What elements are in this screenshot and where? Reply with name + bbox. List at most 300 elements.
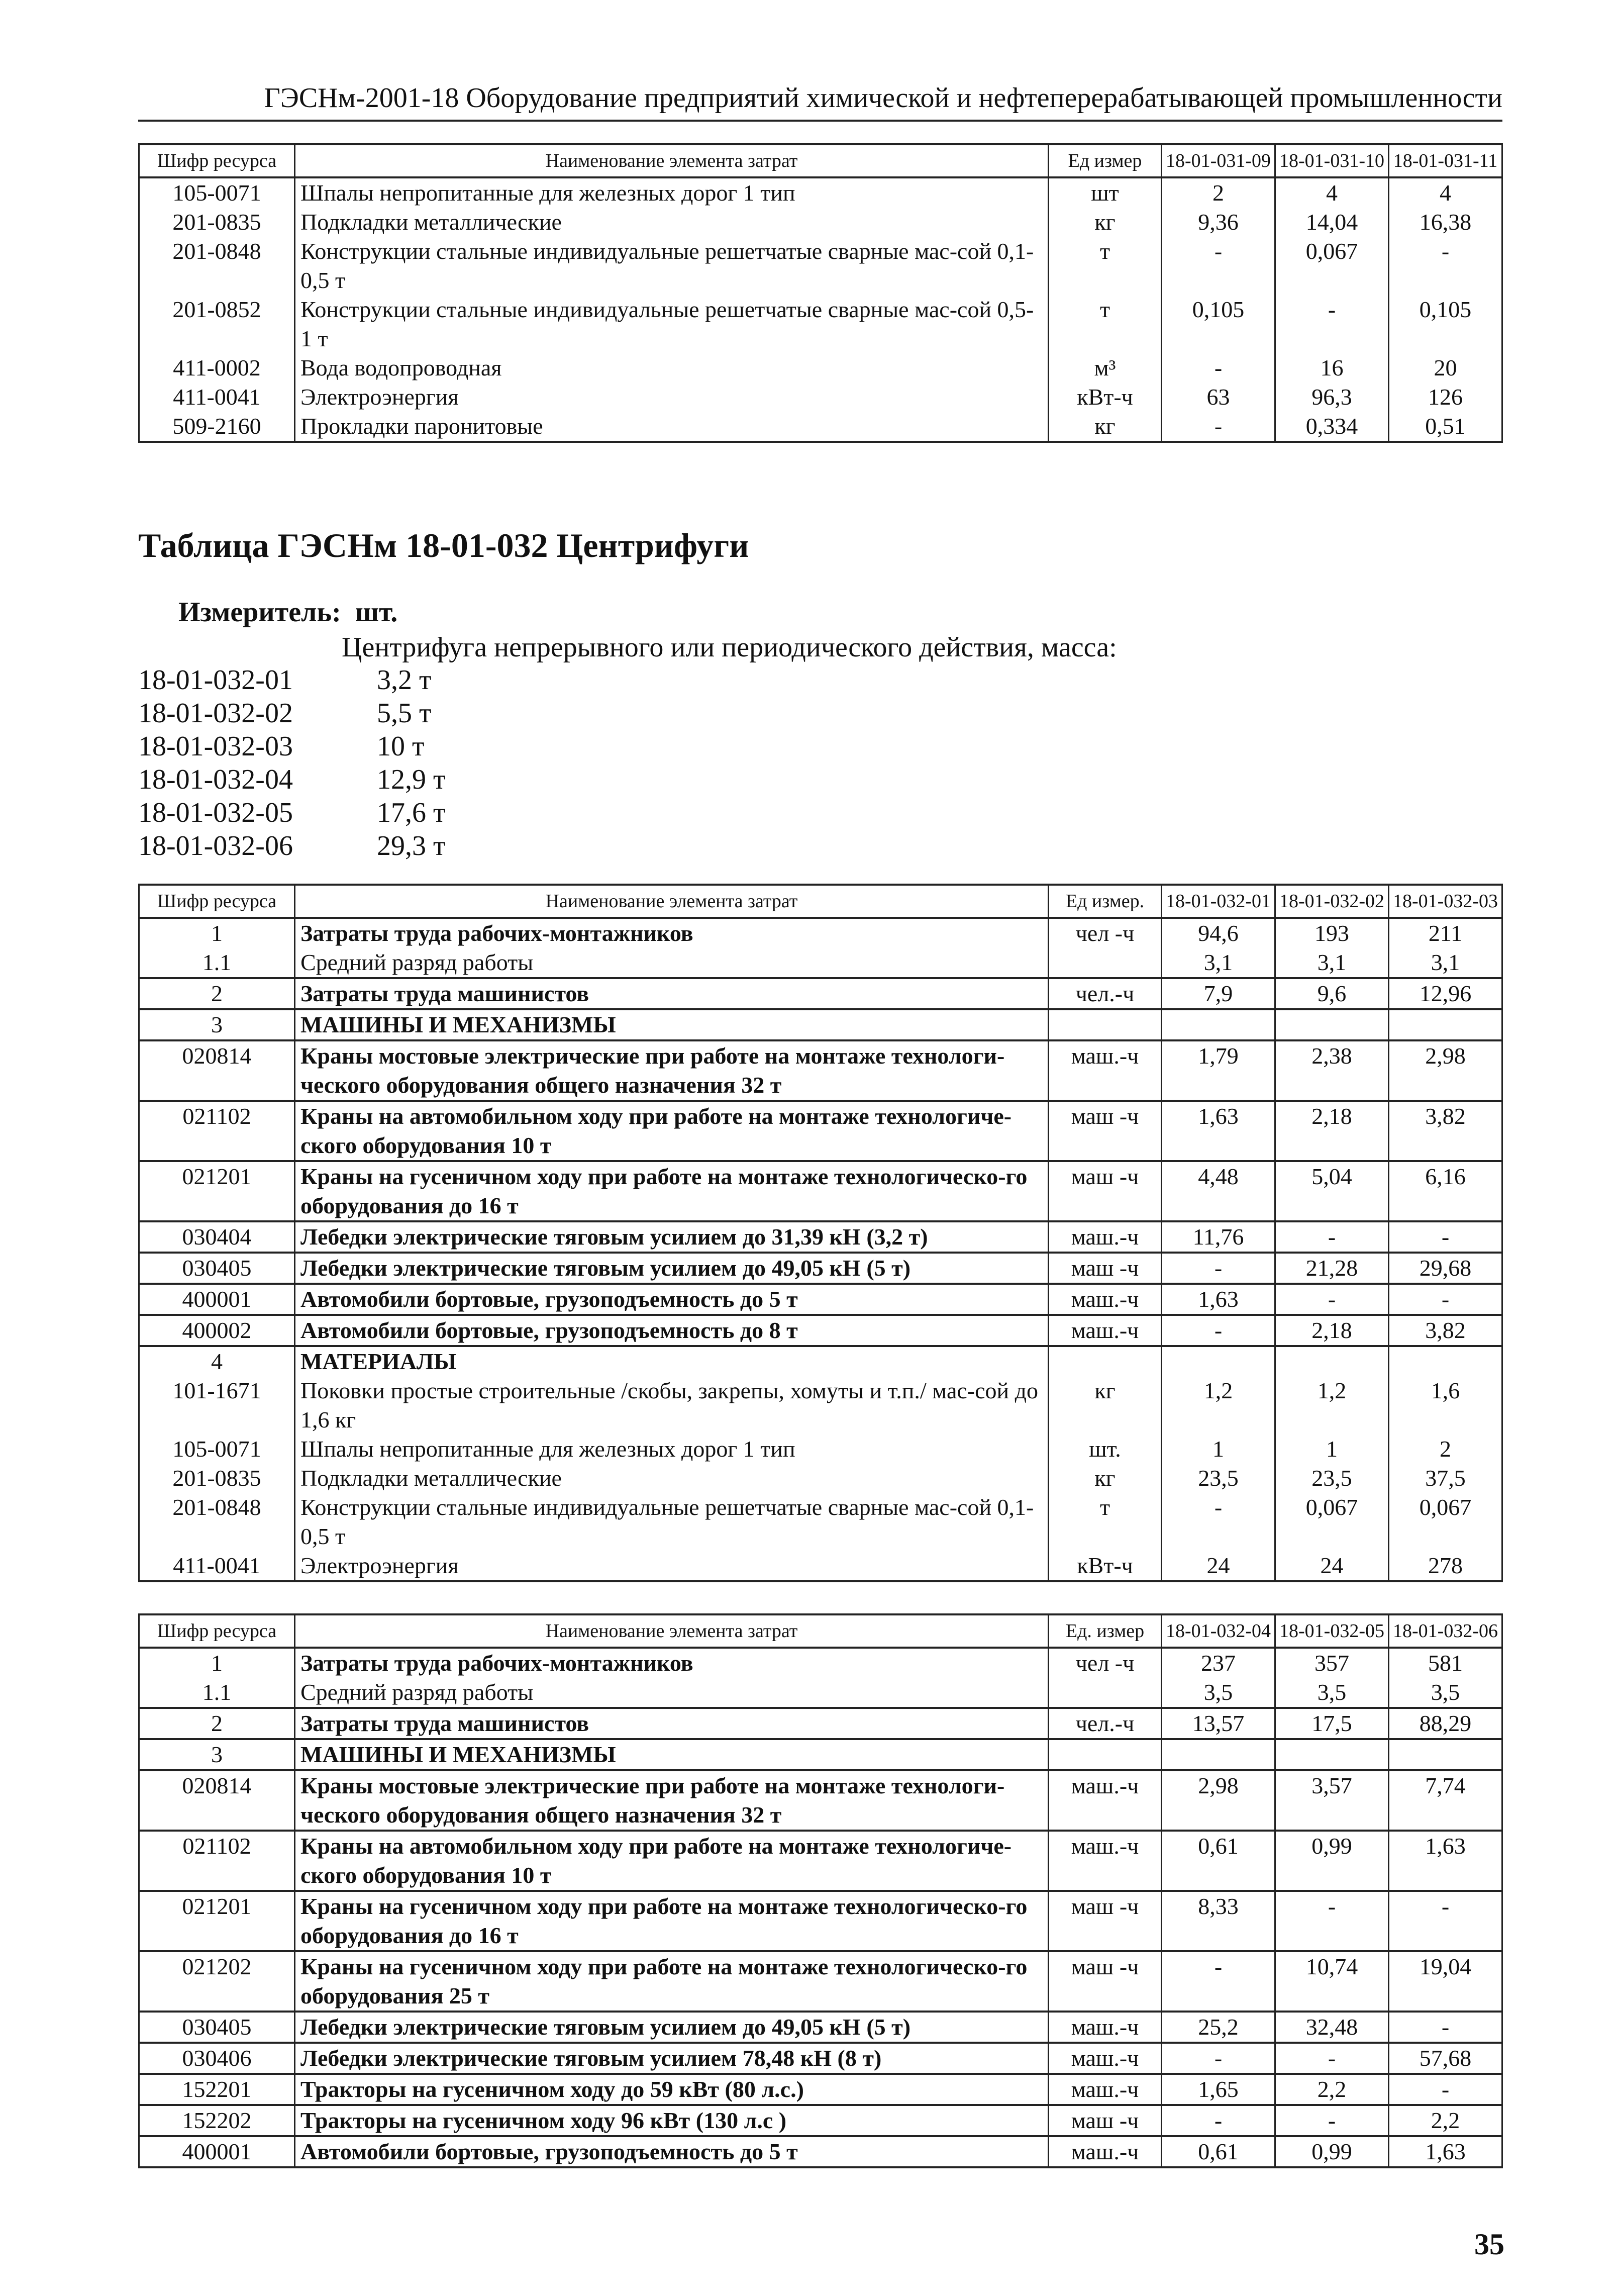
resource-value: 13,57 [1162,1708,1275,1739]
header-name: Наименование элемента затрат [295,1614,1049,1648]
resource-value: - [1162,353,1275,382]
header-code: Шифр ресурса [139,1614,295,1648]
resource-name: Конструкции стальные индивидуальные решетчатые сварные мас-сой 0,5-1 т [295,295,1049,353]
resource-name: Затраты труда машинистов [295,978,1049,1009]
resource-value: - [1162,2043,1275,2074]
resource-value: 23,5 [1162,1464,1275,1493]
meter-label: Измеритель: [178,597,341,628]
resource-value: 8,33 [1162,1891,1275,1951]
resource-code: 105-0071 [139,1434,295,1464]
resource-value: - [1275,1891,1389,1951]
table-row [139,1376,1502,1434]
resource-code: 201-0848 [139,237,295,295]
variant-code: 18-01-032-05 [138,797,293,828]
variant-mass: 3,2 т [377,664,432,696]
resource-name: Средний разряд работы [295,948,1049,978]
resource-name: МАТЕРИАЛЫ [295,1346,1049,1376]
table-row [139,1221,1502,1253]
resource-value: - [1162,1315,1275,1346]
resource-value [1389,1739,1502,1770]
resource-value: 0,334 [1275,412,1389,442]
resource-value: 2,2 [1275,2074,1389,2105]
resource-value: 0,067 [1389,1493,1502,1551]
resource-value: 4 [1275,177,1389,208]
resource-unit: м³ [1049,353,1162,382]
header-name: Наименование элемента затрат [295,144,1049,177]
table-row [139,1891,1502,1951]
resource-value: 9,6 [1275,978,1389,1009]
resource-name: Автомобили бортовые, грузоподъемность до 8 т [295,1315,1049,1346]
resource-value: 278 [1389,1551,1502,1581]
resource-unit: чел -ч [1049,918,1162,948]
resource-value: - [1275,1221,1389,1253]
resource-name: Краны на гусеничном ходу при работе на монтаже технологическо-го оборудования до 16 т [295,1161,1049,1221]
header-variant: 18-01-031-10 [1275,144,1389,177]
resource-value: 19,04 [1389,1951,1502,2012]
resource-code: 030404 [139,1221,295,1253]
resource-name: Поковки простые строительные /скобы, закрепы, хомуты и т.п./ мас-сой до 1,6 кг [295,1376,1049,1434]
resource-code: 020814 [139,1040,295,1101]
resource-code: 509-2160 [139,412,295,442]
table-row [139,1739,1502,1770]
resource-unit [1049,1346,1162,1376]
table-row [139,208,1502,237]
table-row [139,1346,1502,1376]
resource-unit: т [1049,295,1162,353]
variant-code: 18-01-032-06 [138,830,293,862]
table-body [139,1648,1502,2167]
resource-value: 0,61 [1162,1831,1275,1891]
table-row [139,382,1502,412]
table-row [139,1040,1502,1101]
resource-code: 021102 [139,1831,295,1891]
resource-unit: кВт-ч [1049,1551,1162,1581]
resource-value [1162,1346,1275,1376]
resource-value: 4 [1389,177,1502,208]
resource-code: 030405 [139,2012,295,2043]
table-row [139,1831,1502,1891]
resource-value: 1,6 [1389,1376,1502,1434]
header-variant: 18-01-031-11 [1389,144,1502,177]
resource-value: 7,74 [1389,1770,1502,1831]
resource-code: 030405 [139,1253,295,1284]
resource-value: 17,5 [1275,1708,1389,1739]
resource-unit: т [1049,237,1162,295]
resource-value: 3,1 [1275,948,1389,978]
resource-value: 126 [1389,382,1502,412]
resource-value [1162,1739,1275,1770]
resource-name: Краны на гусеничном ходу при работе на монтаже технологическо-го оборудования до 16 т [295,1891,1049,1951]
table-header-row [139,885,1502,918]
header-variant: 18-01-032-06 [1389,1614,1502,1648]
resource-value: 20 [1389,353,1502,382]
resource-name: Подкладки металлические [295,1464,1049,1493]
resource-code: 411-0002 [139,353,295,382]
resource-value: 0,105 [1162,295,1275,353]
resource-code: 021201 [139,1891,295,1951]
resource-value: 1 [1162,1434,1275,1464]
header-unit: Ед измер. [1049,885,1162,918]
resource-value: 57,68 [1389,2043,1502,2074]
resource-value: 10,74 [1275,1951,1389,2012]
resource-value: 3,1 [1162,948,1275,978]
resource-code: 101-1671 [139,1376,295,1434]
resource-name: Электроэнергия [295,382,1049,412]
table-row [139,353,1502,382]
resource-unit [1049,1678,1162,1708]
resource-value: 0,067 [1275,237,1389,295]
resource-name: МАШИНЫ И МЕХАНИЗМЫ [295,1739,1049,1770]
resource-value: 1,65 [1162,2074,1275,2105]
resource-code: 021202 [139,1951,295,2012]
table-row [139,1708,1502,1739]
resource-unit: кг [1049,1376,1162,1434]
variant-description: Центрифуга непрерывного или периодического действия, масса: [342,632,1117,663]
variant-code: 18-01-032-03 [138,731,293,762]
resource-value: - [1389,1284,1502,1315]
resource-value: 0,99 [1275,2136,1389,2167]
table-row [139,1951,1502,2012]
resource-value: 3,5 [1162,1678,1275,1708]
variant-row [138,763,445,796]
resource-code: 021102 [139,1101,295,1161]
resource-code: 411-0041 [139,1551,295,1581]
resource-unit: кг [1049,1464,1162,1493]
resource-unit: маш -ч [1049,1161,1162,1221]
resource-value: - [1389,1891,1502,1951]
header-variant: 18-01-032-02 [1275,885,1389,918]
resource-unit: маш -ч [1049,1253,1162,1284]
variant-mass: 12,9 т [377,764,446,795]
resource-value: 3,82 [1389,1101,1502,1161]
variant-mass: 10 т [377,731,425,762]
resource-name: Шпалы непропитанные для железных дорог 1 тип [295,1434,1049,1464]
table-row [139,295,1502,353]
header-variant: 18-01-031-09 [1162,144,1275,177]
variant-row [138,796,445,829]
resource-value: 2,2 [1389,2105,1502,2136]
header-unit: Ед. измер [1049,1614,1162,1648]
resource-value: - [1162,2105,1275,2136]
resource-code: 201-0852 [139,295,295,353]
resource-value: 357 [1275,1648,1389,1678]
resource-value: - [1162,237,1275,295]
resource-value: 24 [1275,1551,1389,1581]
variant-mass: 5,5 т [377,698,432,729]
resource-code: 400001 [139,2136,295,2167]
resource-code: 021201 [139,1161,295,1221]
header-name: Наименование элемента затрат [295,885,1049,918]
header-variant: 18-01-032-05 [1275,1614,1389,1648]
resource-value: 1,63 [1389,1831,1502,1891]
resource-value: 2,98 [1389,1040,1502,1101]
resource-value: 23,5 [1275,1464,1389,1493]
table-row [139,2136,1502,2167]
table-row [139,1284,1502,1315]
resource-name: Лебедки электрические тяговым усилием 78,48 кН (8 т) [295,2043,1049,2074]
resource-value: 0,067 [1275,1493,1389,1551]
resource-value: 0,61 [1162,2136,1275,2167]
table-body [139,177,1502,442]
resource-unit: маш.-ч [1049,1040,1162,1101]
resource-value: 1,63 [1162,1101,1275,1161]
resource-value: - [1162,1253,1275,1284]
variant-row [138,697,445,730]
resource-value: 0,105 [1389,295,1502,353]
variant-row [138,663,445,697]
resource-value: 1,2 [1162,1376,1275,1434]
resource-value: 2,18 [1275,1101,1389,1161]
resource-unit: шт [1049,177,1162,208]
resource-value: 16 [1275,353,1389,382]
resource-name: Краны на автомобильном ходу при работе на монтаже технологиче-ского оборудования 10 т [295,1831,1049,1891]
table-row [139,948,1502,978]
resource-value: 63 [1162,382,1275,412]
resource-unit: чел -ч [1049,1648,1162,1678]
resource-value: 3,1 [1389,948,1502,978]
resource-value: 3,82 [1389,1315,1502,1346]
header-variant: 18-01-032-04 [1162,1614,1275,1648]
resource-unit: маш.-ч [1049,2043,1162,2074]
resource-value: 14,04 [1275,208,1389,237]
resource-value: 1,63 [1162,1284,1275,1315]
resource-value: 1,63 [1389,2136,1502,2167]
resource-unit [1049,1739,1162,1770]
resource-value: 4,48 [1162,1161,1275,1221]
meter-value: шт. [355,597,398,628]
resource-unit: чел.-ч [1049,978,1162,1009]
resource-unit: маш.-ч [1049,1831,1162,1891]
resource-value: 2,98 [1162,1770,1275,1831]
resource-code: 2 [139,1708,295,1739]
resource-unit [1049,948,1162,978]
resource-code: 400001 [139,1284,295,1315]
resource-value: 3,57 [1275,1770,1389,1831]
resource-unit: шт. [1049,1434,1162,1464]
table-row [139,1678,1502,1708]
section-title: Таблица ГЭСНм 18-01-032 Центрифуги [138,526,749,564]
resource-code: 400002 [139,1315,295,1346]
resource-code: 1 [139,1648,295,1678]
resource-value: 29,68 [1389,1253,1502,1284]
resource-unit: маш -ч [1049,1951,1162,2012]
running-header: ГЭСНм-2001-18 Оборудование предприятий химической и нефтеперерабатывающей промышленности [264,82,1502,114]
resource-code: 3 [139,1009,295,1040]
variant-mass: 17,6 т [377,797,446,828]
table-row [139,1648,1502,1678]
table-row [139,177,1502,208]
table-row [139,1009,1502,1040]
resource-value: - [1389,237,1502,295]
resource-value [1162,1009,1275,1040]
resource-value: 193 [1275,918,1389,948]
resource-name: Краны на автомобильном ходу при работе на монтаже технологиче-ского оборудования 10 т [295,1101,1049,1161]
resource-name: Конструкции стальные индивидуальные решетчатые сварные мас-сой 0,1-0,5 т [295,237,1049,295]
table-row [139,2105,1502,2136]
resource-name: Затраты труда рабочих-монтажников [295,918,1049,948]
resource-name: Лебедки электрические тяговым усилием до 49,05 кН (5 т) [295,1253,1049,1284]
resource-value: 37,5 [1389,1464,1502,1493]
resource-unit: кВт-ч [1049,382,1162,412]
resource-code: 201-0835 [139,208,295,237]
resource-value: - [1275,295,1389,353]
table-row [139,2074,1502,2105]
resource-code: 030406 [139,2043,295,2074]
resource-unit: маш.-ч [1049,2074,1162,2105]
table-body [139,918,1502,1581]
table-row [139,2012,1502,2043]
meter-line [178,596,397,629]
resource-value [1275,1009,1389,1040]
resource-value: 0,51 [1389,412,1502,442]
resource-value: 21,28 [1275,1253,1389,1284]
table-header-row [139,1614,1502,1648]
table-row [139,2043,1502,2074]
resource-value: 5,04 [1275,1161,1389,1221]
resource-name: Автомобили бортовые, грузоподъемность до 5 т [295,2136,1049,2167]
resource-value: 32,48 [1275,2012,1389,2043]
resource-name: МАШИНЫ И МЕХАНИЗМЫ [295,1009,1049,1040]
resource-value: 7,9 [1162,978,1275,1009]
resource-name: Лебедки электрические тяговым усилием до 31,39 кН (3,2 т) [295,1221,1049,1253]
resource-unit [1049,1009,1162,1040]
resource-name: Вода водопроводная [295,353,1049,382]
resource-value: - [1162,412,1275,442]
resource-name: Средний разряд работы [295,1678,1049,1708]
table-row [139,1464,1502,1493]
table-row [139,1161,1502,1221]
resource-value: 12,96 [1389,978,1502,1009]
resource-value: 6,16 [1389,1161,1502,1221]
resource-value: - [1389,2012,1502,2043]
table-row [139,978,1502,1009]
variant-mass: 29,3 т [377,830,446,862]
resource-code: 1.1 [139,1678,295,1708]
resource-name: Шпалы непропитанные для железных дорог 1 тип [295,177,1049,208]
resource-name: Прокладки паронитовые [295,412,1049,442]
resource-unit: маш -ч [1049,1891,1162,1951]
header-code: Шифр ресурса [139,885,295,918]
resource-code: 1 [139,918,295,948]
resource-value: - [1275,1284,1389,1315]
resource-value: 88,29 [1389,1708,1502,1739]
resource-value: 9,36 [1162,208,1275,237]
resource-value: 94,6 [1162,918,1275,948]
table-row [139,918,1502,948]
resource-value: 1 [1275,1434,1389,1464]
resource-name: Краны на гусеничном ходу при работе на монтаже технологическо-го оборудования 25 т [295,1951,1049,2012]
table-row [139,1493,1502,1551]
table-row [139,237,1502,295]
resource-unit: маш.-ч [1049,1221,1162,1253]
resource-unit: маш -ч [1049,1101,1162,1161]
resource-code: 201-0835 [139,1464,295,1493]
resource-value: 96,3 [1275,382,1389,412]
table-row [139,1434,1502,1464]
resource-name: Краны мостовые электрические при работе на монтаже технологи-ческого оборудования общего назначения 32 т [295,1770,1049,1831]
resource-name: Подкладки металлические [295,208,1049,237]
resource-code: 4 [139,1346,295,1376]
resource-code: 152201 [139,2074,295,2105]
resource-value: 237 [1162,1648,1275,1678]
resource-value: 1,2 [1275,1376,1389,1434]
resource-value: - [1275,2105,1389,2136]
resource-name: Конструкции стальные индивидуальные решетчатые сварные мас-сой 0,1-0,5 т [295,1493,1049,1551]
resource-value: 3,5 [1389,1678,1502,1708]
resource-unit: маш.-ч [1049,2136,1162,2167]
variant-row [138,730,445,763]
table-row [139,1551,1502,1581]
resource-value: 2,18 [1275,1315,1389,1346]
header-variant: 18-01-032-01 [1162,885,1275,918]
resource-value: 581 [1389,1648,1502,1678]
table-row [139,1253,1502,1284]
header-variant: 18-01-032-03 [1389,885,1502,918]
resource-value: - [1275,2043,1389,2074]
resource-code: 2 [139,978,295,1009]
resource-name: Электроэнергия [295,1551,1049,1581]
resource-value: 24 [1162,1551,1275,1581]
resource-code: 1.1 [139,948,295,978]
resource-value: 2 [1162,177,1275,208]
table-row [139,412,1502,442]
resource-code: 3 [139,1739,295,1770]
resource-value: 16,38 [1389,208,1502,237]
resource-unit: маш.-ч [1049,1770,1162,1831]
variant-row [138,829,445,863]
table-row [139,1770,1502,1831]
resource-unit: маш.-ч [1049,2012,1162,2043]
resource-value: 3,5 [1275,1678,1389,1708]
variant-code: 18-01-032-04 [138,764,293,795]
page-number: 35 [1474,2228,1504,2261]
resource-name: Затраты труда рабочих-монтажников [295,1648,1049,1678]
table-header-row [139,144,1502,177]
resource-value: 25,2 [1162,2012,1275,2043]
resource-name: Тракторы на гусеничном ходу 96 кВт (130 л.с ) [295,2105,1049,2136]
resource-code: 152202 [139,2105,295,2136]
resource-value: - [1389,1221,1502,1253]
resource-unit: чел.-ч [1049,1708,1162,1739]
table-row [139,1315,1502,1346]
resource-table-031 [138,143,1503,443]
resource-code: 105-0071 [139,177,295,208]
header-rule [138,120,1502,122]
resource-unit: маш.-ч [1049,1315,1162,1346]
resource-unit: т [1049,1493,1162,1551]
resource-value: 2,38 [1275,1040,1389,1101]
header-code: Шифр ресурса [139,144,295,177]
resource-name: Затраты труда машинистов [295,1708,1049,1739]
resource-table-032-01-03 [138,884,1503,1582]
resource-value: 0,99 [1275,1831,1389,1891]
resource-code: 201-0848 [139,1493,295,1551]
resource-code: 411-0041 [139,382,295,412]
resource-unit: маш.-ч [1049,1284,1162,1315]
table-row [139,1101,1502,1161]
resource-name: Автомобили бортовые, грузоподъемность до 5 т [295,1284,1049,1315]
resource-name: Лебедки электрические тяговым усилием до 49,05 кН (5 т) [295,2012,1049,2043]
resource-value: 11,76 [1162,1221,1275,1253]
resource-value: 211 [1389,918,1502,948]
header-unit: Ед измер [1049,144,1162,177]
variant-list [138,663,445,863]
resource-unit: кг [1049,208,1162,237]
resource-name: Краны мостовые электрические при работе на монтаже технологи-ческого оборудования общего назначения 32 т [295,1040,1049,1101]
resource-value: - [1162,1951,1275,2012]
resource-table-032-04-06 [138,1613,1503,2168]
resource-unit: маш -ч [1049,2105,1162,2136]
